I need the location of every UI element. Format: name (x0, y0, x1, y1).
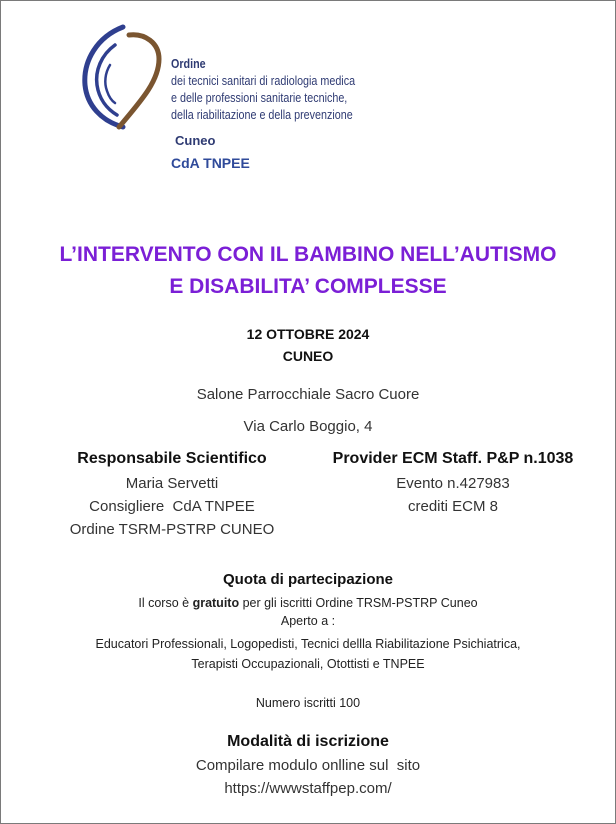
org-title: Ordine (171, 57, 206, 71)
org-division: CdA TNPEE (171, 155, 250, 171)
provider-heading: Provider ECM Staff. P&P n.1038 (332, 450, 574, 467)
org-city: Cuneo (175, 133, 216, 148)
event-title-line: L’INTERVENTO CON IL BAMBINO NELL’AUTISMO (59, 243, 557, 266)
event-venue: Salone Parrocchiale Sacro Cuore (196, 386, 420, 403)
responsabile-line: Ordine TSRM-PSTRP CUNEO (69, 521, 275, 538)
quota-text-pre: Il corso è (138, 596, 193, 610)
quota-text-post: per gli iscritti Ordine TRSM-PSTRP Cuneo (239, 596, 478, 610)
provider-section (307, 447, 599, 518)
responsabile-section (41, 447, 303, 541)
org-line: dei tecnici sanitari di radiologia medica (171, 74, 356, 88)
quota-text-free: gratuito (192, 596, 240, 610)
registration-heading: Modalità di iscrizione (227, 733, 389, 750)
org-name-block (171, 56, 355, 124)
org-line: della riabilitazione e della prevenzione (171, 108, 353, 122)
event-city: CUNEO (282, 348, 334, 364)
order-logo-icon (79, 23, 169, 133)
event-title (1, 239, 615, 303)
event-address: Via Carlo Boggio, 4 (243, 418, 373, 435)
registration-instructions: Compilare modulo onlline sul sito (195, 757, 421, 774)
event-date: 12 OTTOBRE 2024 (246, 326, 370, 342)
event-title-line: E DISABILITA’ COMPLESSE (169, 275, 447, 298)
provider-line: crediti ECM 8 (407, 498, 499, 515)
quota-heading: Quota di partecipazione (222, 571, 394, 588)
provider-line: Evento n.427983 (396, 475, 510, 492)
participants-count: Numero iscritti 100 (255, 696, 361, 710)
responsabile-line: Maria Servetti (125, 475, 219, 492)
responsabile-heading: Responsabile Scientifico (77, 450, 267, 467)
quota-audience-line: Educatori Professionali, Logopedisti, Tecnici dellla Riabilitazione Psichiatrica, (95, 637, 521, 651)
quota-line (1, 594, 615, 612)
quota-audience-line: Terapisti Occupazionali, Otottisti e TNPEE (191, 657, 425, 671)
registration-url-link[interactable]: https://wwwstaffpep.com/ (224, 780, 392, 797)
responsabile-line: Consigliere CdA TNPEE (89, 498, 255, 515)
org-line: e delle professioni sanitarie tecniche, (171, 91, 348, 105)
quota-open-to: Aperto a : (280, 614, 336, 628)
